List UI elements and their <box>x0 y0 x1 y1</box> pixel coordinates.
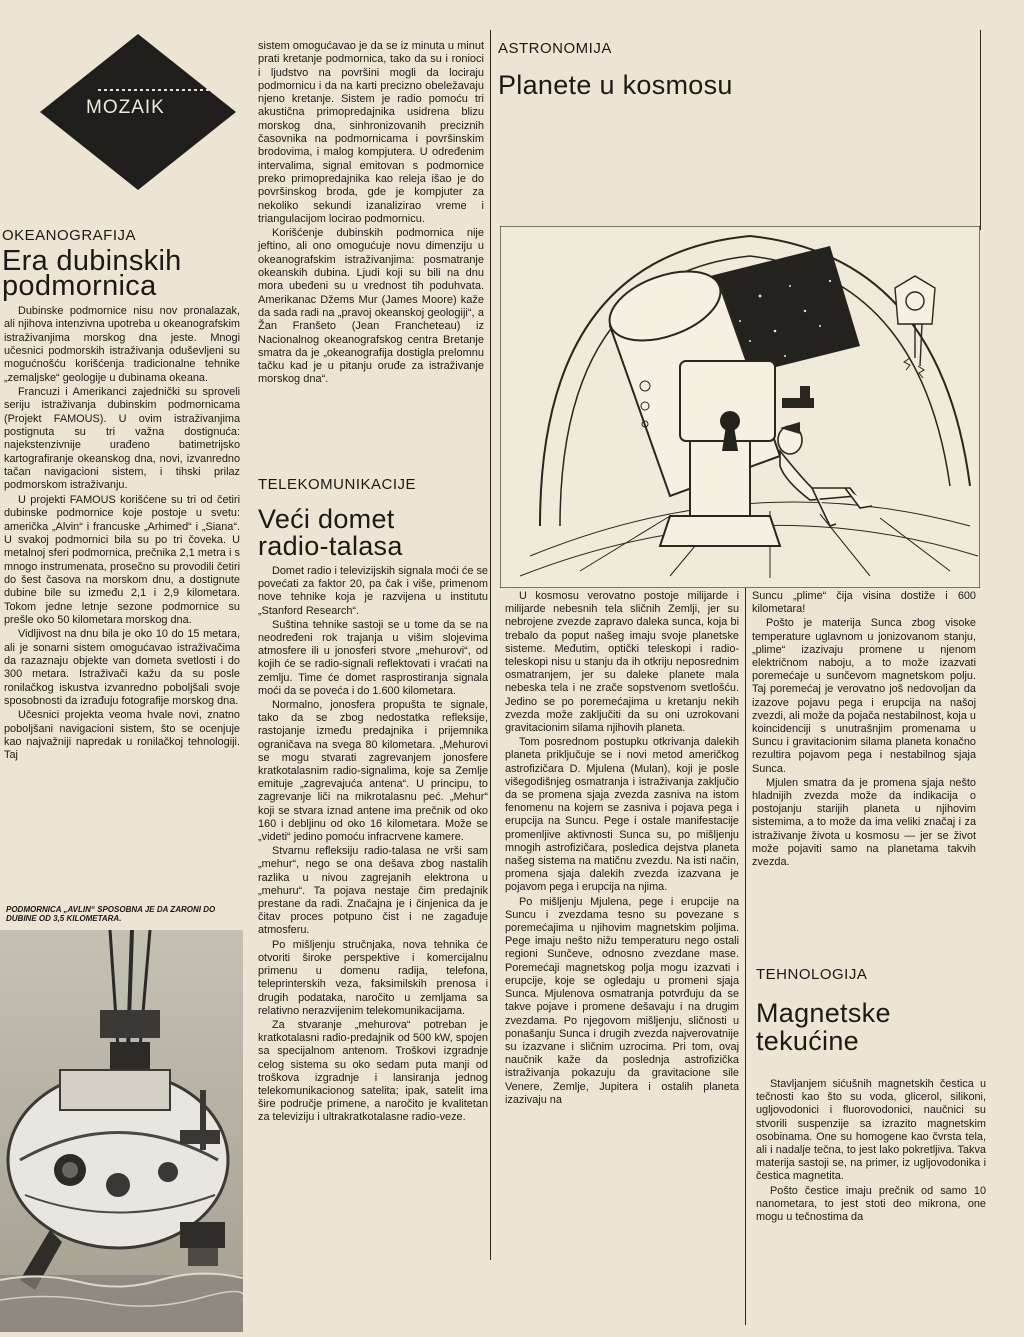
telecom-title-line1: Veći domet <box>258 504 395 534</box>
column-rule <box>980 30 981 230</box>
technology-paragraph: Stavljanjem sićušnih magnetskih čestica u tečnosti kao što su voda, glicerol, silikoni, ugljovodonici i fluorovodonici, naučnici su stvorili suspenzije sa izrazito magnetskim osobinama. One su homogene kao čvrsta tela, ali i nadalje tečna, to jest lako pokretljiva. Takva materija sastoji se, na primer, iz ugljovodonika i čestica magnetita. <box>756 1078 986 1183</box>
telecom-paragraph: Domet radio i televizijskih signala moći će se povećati za faktor 20, pa čak i više, primenom nove tehnike koja je razvijena u institutu „Stanford Research“. <box>258 565 488 617</box>
oceanography-paragraph: Francuzi i Amerikanci zajednički su sproveli seriju istraživanja dubinskim podmornicama (Projekt FAMOUS). U ovim istraživanjima postignuta su tri važna dostignuća: najekstenzivnije urađeno batimetrijsko kartografiranje okeanskog dna, novi, izvanredno tačan navigacioni sistem, i tihski prilaz podmorskom istraživanju. <box>4 386 240 492</box>
telecom-paragraph: Stvarnu refleksiju radio-talasa ne vrši sam „mehur“, nego se ona dešava zbog nastalih razlika u nivou zagrejanih elektrona u „mehuru“. Ta pojava nestaje čim predajnik prestane da radi. Značajna je i činjenica da je čitav proces potpuno čist i ne zagađuje atmosferu. <box>258 845 488 937</box>
technology-title-line1: Magnetske <box>756 998 891 1028</box>
astronomy-paragraph: Po mišljenju Mjulena, pege i erupcije na Suncu i zvezdama tesno su povezane s poremećajima u njihovim magnetskim poljima. Pege imaju nešto nižu temperaturu nego ostali regioni Sunčeve, odnosno zvezdane mase. Poremećaji magnetskog polja mogu izazvati i erupcije, koje se ogledaju u promeni sjaja Sunca. Mjulenova osmatranja potvrđuju da se takve pojave i promene dešavaju i na drugim zvezdama. Po njegovom mišljenju, sličnosti u ponašanju Sunca i drugih zvezda najverovatnije su izazvane i sličnim uzrocima. Pri tom, ovaj naučnik kaže da poslednja astrofizička istraživanja pokazuju da gravitacione sile Venere, Zemlje, Jupitera i ostalih planeta izazivaju na <box>505 895 739 1106</box>
astronomy-section-label: ASTRONOMIJA <box>498 40 612 57</box>
telecom-section-label: TELEKOMUNIKACIJE <box>258 476 417 493</box>
astronomy-paragraph: Suncu „plime“ čija visina dostiže i 600 kilometara! <box>752 590 976 616</box>
submarine-photo-caption: PODMORNICA „AVLIN“ SPOSOBNA JE DA ZARONI DO DUBINE OD 3,5 KILOMETARA. <box>6 905 216 923</box>
astronomy-article-body-col1 <box>505 590 739 1108</box>
technology-paragraph: Pošto čestice imaju prečnik od samo 10 nanometara, to jest stoti deo mikrona, one mogu u tečnostima da <box>756 1184 986 1224</box>
oceanography-paragraph: sistem omogućavao je da se iz minuta u minut prati kretanje podmornica, tako da su i ronioci i ljudstvo na površini mogli da lociraju podmornicu i da na karti precizno obeležavaju njeno kretanje. Sistem je radio pomoću tri akustična primopredajnika usidrena blizu morskog dna, sinhronizovanih preciznih časovnika na podmornicama i površinskim brodovima, i malog kompjutera. U određenim intervalima, signal emitovan s podmornice preko primopredajnika kao releja išao je do površinskog broda, gde je kompjuter za nekoliko sekundi izanalizirao vreme i triangulacijom locirao podmornicu. <box>258 40 484 225</box>
astronomy-article-body-col2 <box>752 590 976 870</box>
technology-title-line2: tekućine <box>756 1026 859 1056</box>
oceanography-paragraph: Učesnici projekta veoma hvale novi, znatno poboljšani navigacioni sistem, što se ocenjuje kao najvažniji napredak u ronilačkoj tehnologiji. Taj <box>4 709 240 762</box>
telecom-paragraph: Za stvaranje „mehurova“ potreban je kratkotalasni radio-predajnik od 500 kW, spojen sa specijalnom antenom. Troškovi izgradnje celog sistema su oko sedam puta manji od troškova izgradnje i lansiranja jednog telekomunikacionog satelita; ipak, satelit ima šire područje primene, a naročito je kvalitetan za televiziju i ultrakratkotalasne radio-veze. <box>258 1018 488 1124</box>
telecom-paragraph: Normalno, jonosfera propušta te signale, tako da se zbog nedostatka refleksije, rastojanje između predajnika i prijemnika ograničava na svega 80 kilometara. „Mehurovi se mogu stvarati zagrevanjem jonosfere kratkotalasnim radio-signalima, koje sa Zemlje emituje „zagrevajuća antena“. U principu, to zagrevanje liči na mikrotalasnu peć. „Mehur“ koji se stvara iznad antene ima prečnik od oko 160 i debljinu od oko 16 kilometara. Može se „videti“ jedino pomoću infracrvene kamere. <box>258 699 488 844</box>
astronomy-paragraph: Tom posrednom postupku otkrivanja dalekih planeta priključuje se i novi metod američkog astrofizičara D. Mjulena (Mulan), koji je posle višegodišnjeg osmatranja i istraživanja zaključio da se promena sjaja zvezda zasniva na istom fenomenu na kojem se zasniva i pojava pega i erupcija na Suncu. Pege i ostale manifestacije promenljive aktivnosti Sunca su, po mišljenju mnogih astrofizičara, posledica dejstva planeta našeg sistema na matičnu zvezdu. Na isti način, promena sjaja dalekih zvezda izazvana je pojavom pega i erupcija na njima. <box>505 736 739 894</box>
technology-section-label: TEHNOLOGIJA <box>756 966 868 983</box>
astronomy-paragraph: Mjulen smatra da je promena sjaja nešto hladnijih zvezda može da indikacija o postojanju starijih planeta u njihovim sistemima, a to može da ima veliki značaj i za istraživanje života u kosmosu — jer se život može pojaviti samo na planetama takvih zvezda. <box>752 776 976 869</box>
telecom-article-body <box>258 565 488 1126</box>
technology-article-body <box>756 1078 986 1225</box>
telecom-paragraph: Po mišljenju stručnjaka, nova tehnika će otvoriti široke perspektive i komercijalnu primenu u domenu radija, telefona, teleprinterskih veza, faksimilskih prenosa i drugih podataka, naročito u zemljama sa relativno nerazvijenim telekomunikacijama. <box>258 938 488 1017</box>
oceanography-title-line2: podmornica <box>2 270 157 302</box>
mozaik-label: MOZAIK <box>86 97 165 118</box>
oceanography-article-body <box>4 305 240 764</box>
astronomy-paragraph: Pošto je materija Sunca zbog visoke temperature uglavnom u jonizovanom stanju, „plime“ izazivaju promene u njenom električnom naboju, a to može izazvati poremećaje u sunčevom magnetskom polju. Taj poremećaj je verovatno još nedovoljan da izazove pojavu pega i erupcija na našoj zvezdi, ali može da pojača nestabilnost, koja u koincidenciji s unutrašnjim promenama u Suncu i gravitacionim silama planeta konačno rezultira pojavom pega i nestabilnog sjaja Sunca. <box>752 617 976 775</box>
telecom-title-line2: radio-talasa <box>258 531 403 561</box>
astronomy-paragraph: U kosmosu verovatno postoje milijarde i milijarde nebesnih tela sličnih Zemlji, jer su nebrojene zvezde zapravo daleka sunca, koja bi trebalo da poput našeg imaju svoje planetske sisteme. Međutim, optički teleskopi i radio-teleskopi nisu u stanju da ih otkriju neposrednim osmatranjem, jer su daleke planete mala nebeska tela i ne zrače sopstvenom svetlošću. Jedino se po poremećajima u kretanju nekih zvezda može zaključiti da su oni uzrokovani gravitacionim silama njihovih planeta. <box>505 590 739 735</box>
oceanography-paragraph: Dubinske podmornice nisu nov pronalazak, ali njihova intenzivna upotreba u okeanografskim istraživanjima morskog dna jeste. Mnogi učesnici podmorskih istraživanja oduševljeni su mogućnošću korišćenja tradicionalne tehnike „zemaljske“ geologije u dubinama okeana. <box>4 305 240 384</box>
oceanography-section-label: OKEANOGRAFIJA <box>2 227 137 244</box>
oceanography-continuation-body <box>258 40 484 388</box>
column-rule <box>490 30 491 1260</box>
submarine-photo <box>0 930 243 1332</box>
oceanography-paragraph: Vidljivost na dnu bila je oko 10 do 15 metara, ali je sonarni sistem omogućavao istraživačima da razaznaju objekte van dometa svetlosti i do 300 metara. Istraživači kažu da su posle ronilačkog iskustva izvanredno poboljšali svoje sposobnosti da izrađuju fotografije morskog dna. <box>4 628 240 707</box>
telecom-paragraph: Suština tehnike sastoji se u tome da se na neodređeni rok trajanja u višim slojevima atmosfere ili u jonosferi stvore „mehurovi“, od kojih će se radio-signali reflektovati i vraćati na zemlju. Time će domet rasprostiranja signala moći da se poveća i do 1.600 kilometara. <box>258 618 488 697</box>
telescope-cartoon-illustration <box>500 226 980 588</box>
column-rule <box>745 585 746 1325</box>
oceanography-paragraph: Korišćenje dubinskih podmornica nije jeftino, ali ono omogućuje novu dimenziju u okeanografskim istraživanjima: posmatranje okeanskih dubina. Ljudi koji su bili na dnu mora ubeđeni su u vrednost tih poduhvata. Amerikanac Džems Mur (James Moore) kaže da sada radi na „pravoj okeanskoj geologiji“, a Žan Franšeto (Jean Francheteau) iz Nacionalnog okeanografskog centra Bretanje smatra da je „okeanografija dostigla prelomnu tačku kad je u pitanju oruđe za istraživanje morskog dna“. <box>258 227 484 386</box>
oceanography-paragraph: U projekti FAMOUS korišćene su tri od četiri dubinske podmornice koje postoje u svetu: američka „Alvin“ i francuske „Arhimed“ i „Siana“. U svakoj podmornici bila su po tri čoveka. U metalnoj sferi podmornica, prečnika 2,1 metra i s mnogo instrumenata, prosečno su provodili četiri do šest časova na morskom dnu, a dostignute dubine bile su između 2,1 i 2,9 kilometara. Tokom jedne letnje sezone podmornice su prešle oko 50 kilometara morskog dna. <box>4 493 240 626</box>
astronomy-title: Planete u kosmosu <box>498 70 733 100</box>
oceanography-title-line1: Era dubinskih <box>2 245 182 277</box>
